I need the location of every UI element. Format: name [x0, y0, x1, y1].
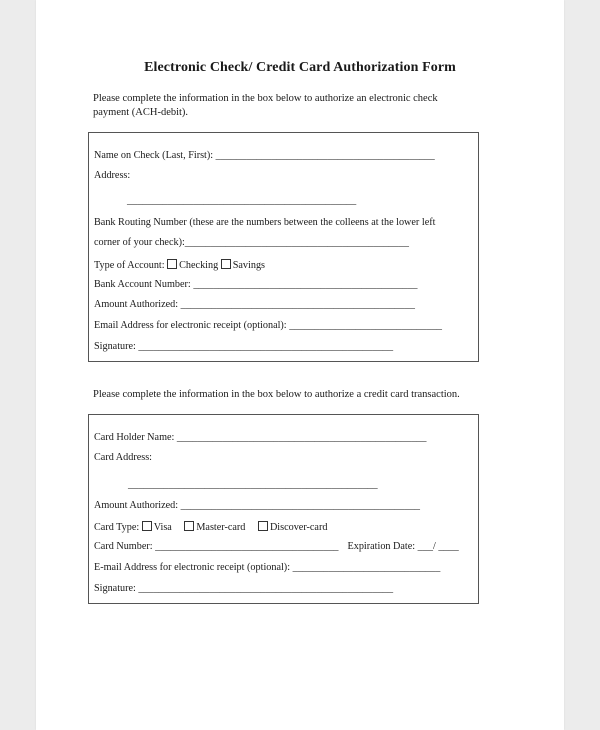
card-address-label: Card Address: [94, 452, 153, 463]
card-type-row [94, 521, 327, 534]
check-name-field[interactable]: ___________________________________________ [215, 150, 435, 161]
signature-field[interactable]: __________________________________________________ [138, 341, 394, 352]
discover-checkbox[interactable] [258, 521, 268, 531]
card-number-field[interactable]: ____________________________________ [155, 541, 339, 552]
address-field[interactable]: _____________________________________________ [127, 195, 357, 206]
card-holder-field[interactable]: _________________________________________________ [176, 432, 427, 443]
routing-row-1 [94, 217, 435, 229]
credit-card-instructions: Please complete the information in the box below to authorize a credit card transaction. [93, 389, 460, 400]
check-name-label: Name on Check (Last, First): [94, 150, 216, 161]
visa-checkbox[interactable] [142, 521, 152, 531]
ach-instructions-line2: payment (ACH-debit). [93, 107, 189, 118]
expiration-field[interactable]: ___/ ____ [417, 541, 459, 552]
expiration-label: Expiration Date: [347, 541, 418, 552]
document-page [36, 0, 564, 730]
check-name-row [94, 150, 435, 162]
routing-label-line1: Bank Routing Number (these are the numbers between the colleens at the lower left [94, 217, 436, 228]
amount-label: Amount Authorized: [94, 299, 181, 310]
address-field-row [127, 195, 356, 207]
savings-label: Savings [232, 260, 265, 271]
account-type-row [94, 259, 265, 272]
routing-label-line2: corner of your check): [94, 237, 185, 248]
discover-label: Discover-card [269, 522, 328, 533]
card-address-field[interactable]: _________________________________________________ [128, 479, 378, 490]
email-field[interactable]: ______________________________ [289, 320, 443, 331]
signature-label: Signature: [94, 341, 139, 352]
card-email-field[interactable]: _____________________________ [292, 562, 441, 573]
card-holder-label: Card Holder Name: [94, 432, 177, 443]
routing-number-field[interactable]: ____________________________________________ [184, 237, 409, 248]
ach-instructions-line1: Please complete the information in the box below to authorize an electronic check [93, 93, 438, 104]
mastercard-label: Master-card [196, 522, 246, 533]
address-label: Address: [94, 170, 131, 181]
checking-label: Checking [179, 260, 219, 271]
checking-checkbox[interactable] [167, 259, 177, 269]
card-email-label: E-mail Address for electronic receipt (optional): [94, 562, 293, 573]
card-type-label: Card Type: [94, 522, 142, 533]
visa-label: Visa [153, 522, 172, 533]
ach-authorization-box [88, 132, 479, 362]
amount-row [94, 299, 415, 311]
card-signature-label: Signature: [94, 583, 139, 594]
card-amount-row [94, 500, 420, 512]
savings-checkbox[interactable] [221, 259, 231, 269]
credit-card-authorization-box [88, 414, 479, 604]
email-row [94, 320, 442, 332]
account-type-label: Type of Account: [94, 260, 168, 271]
address-row [94, 170, 130, 182]
card-amount-field[interactable]: _______________________________________________ [180, 500, 420, 511]
card-holder-row [94, 432, 426, 444]
ach-instructions [93, 92, 473, 120]
account-number-label: Bank Account Number: [94, 279, 194, 290]
account-number-row [94, 279, 417, 291]
mastercard-checkbox[interactable] [184, 521, 194, 531]
signature-row [94, 341, 393, 353]
card-address-field-row [128, 479, 378, 491]
card-address-row [94, 452, 152, 464]
amount-field[interactable]: ______________________________________________ [180, 299, 415, 310]
card-number-label: Card Number: [94, 541, 156, 552]
account-number-field[interactable]: ____________________________________________ [193, 279, 418, 290]
form-title: Electronic Check/ Credit Card Authorization Form [144, 60, 456, 75]
email-label: Email Address for electronic receipt (optional): [94, 320, 290, 331]
routing-row-2 [94, 237, 409, 249]
card-email-row [94, 562, 440, 574]
card-amount-label: Amount Authorized: [94, 500, 181, 511]
card-signature-row [94, 583, 393, 595]
card-signature-field[interactable]: __________________________________________________ [138, 583, 394, 594]
card-number-row [94, 541, 459, 553]
